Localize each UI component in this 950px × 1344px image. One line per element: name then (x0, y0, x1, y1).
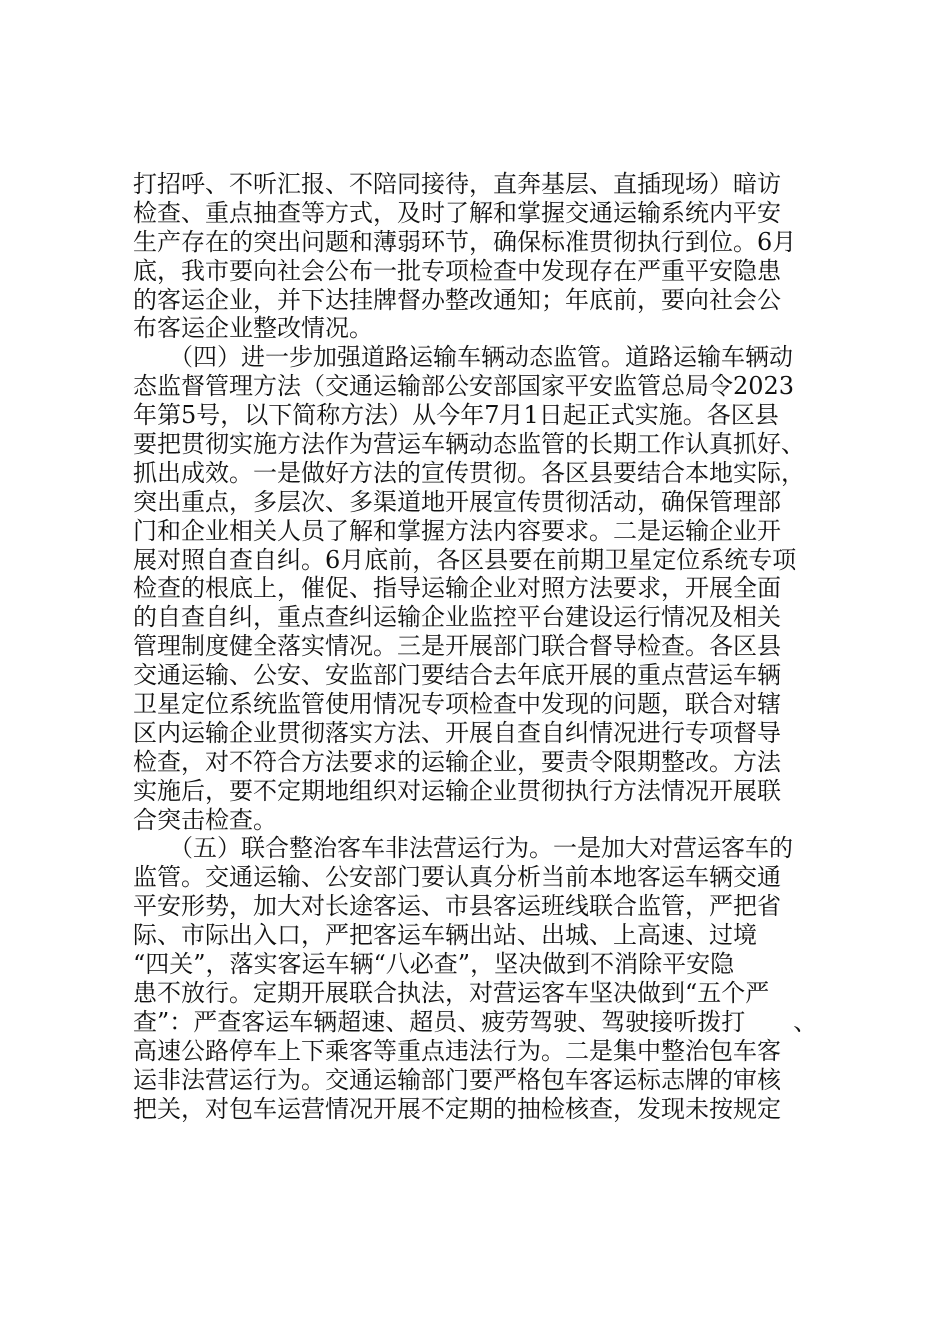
text-line: 的自查自纠，重点查纠运输企业监控平台建设运行情况及相关 (133, 603, 781, 632)
text-line: 布客运企业整改情况。 (133, 314, 373, 343)
text-line: 的客运企业，并下达挂牌督办整改通知；年底前，要向社会公 (133, 285, 781, 314)
text-line: 高速公路停车上下乘客等重点违法行为。二是集中整治包车客 (133, 1036, 781, 1065)
text-line: 把关，对包车运营情况开展不定期的抽检核查，发现未按规定 (133, 1094, 781, 1123)
text-line: 交通运输、公安、安监部门要结合去年底开展的重点营运车辆 (133, 661, 781, 690)
text-line: 检查的根底上，催促、指导运输企业对照方法要求，开展全面 (133, 574, 781, 603)
text-line: 门和企业相关人员了解和掌握方法内容要求。二是运输企业开 (133, 516, 781, 545)
text-line: 打招呼、不听汇报、不陪同接待，直奔基层、直插现场）暗访 (133, 170, 781, 198)
text-line: 展对照自查自纠。6月底前，各区县要在前期卫星定位系统专项 (133, 545, 797, 574)
text-line: （五）联合整治客车非法营运行为。一是加大对营运客车的 (133, 834, 793, 863)
text-line: 底，我市要向社会公布一批专项检查中发现存在严重平安隐患 (133, 256, 781, 285)
text-line: 查”：严查客运车辆超速、超员、疲劳驾驶、驾驶接听拨打 、 (133, 1007, 818, 1036)
text-line: “四关”，落实客运车辆“八必查”，坚决做到不消除平安隐 (133, 950, 735, 979)
text-line: 抓出成效。一是做好方法的宣传贯彻。各区县要结合本地实际， (133, 458, 805, 487)
document-body (133, 170, 833, 1123)
text-line: 要把贯彻实施方法作为营运车辆动态监管的长期工作认真抓好、 (133, 430, 805, 459)
text-line: 年第5号，以下简称方法）从今年7月1日起正式实施。各区县 (133, 401, 779, 430)
text-line: 态监督管理方法（交通运输部公安部国家平安监管总局令2023 (133, 372, 795, 401)
text-line: 合突击检查。 (133, 805, 277, 834)
text-line: 检查，对不符合方法要求的运输企业，要责令限期整改。方法 (133, 747, 781, 776)
text-line: 运非法营运行为。交通运输部门要严格包车客运标志牌的审核 (133, 1065, 781, 1094)
text-line: 平安形势，加大对长途客运、市县客运班线联合监管，严把省 (133, 892, 781, 921)
text-line: 生产存在的突出问题和薄弱环节，确保标准贯彻执行到位。6月 (133, 227, 797, 256)
text-line: 区内运输企业贯彻落实方法、开展自查自纠情况进行专项督导 (133, 718, 781, 747)
text-line: 突出重点，多层次、多渠道地开展宣传贯彻活动，确保管理部 (133, 487, 781, 516)
text-line: 患不放行。定期开展联合执法，对营运客车坚决做到“五个严 (133, 978, 770, 1007)
text-line: 监管。交通运输、公安部门要认真分析当前本地客运车辆交通 (133, 863, 781, 892)
text-line: （四）进一步加强道路运输车辆动态监管。道路运输车辆动 (133, 343, 793, 372)
text-line: 卫星定位系统监管使用情况专项检查中发现的问题，联合对辖 (133, 690, 781, 719)
text-line: 管理制度健全落实情况。三是开展部门联合督导检查。各区县 (133, 632, 781, 661)
text-line: 际、市际出入口，严把客运车辆出站、出城、上高速、过境 (133, 921, 757, 950)
text-line: 检查、重点抽查等方式，及时了解和掌握交通运输系统内平安 (133, 198, 781, 227)
text-line: 实施后，要不定期地组织对运输企业贯彻执行方法情况开展联 (133, 776, 781, 805)
